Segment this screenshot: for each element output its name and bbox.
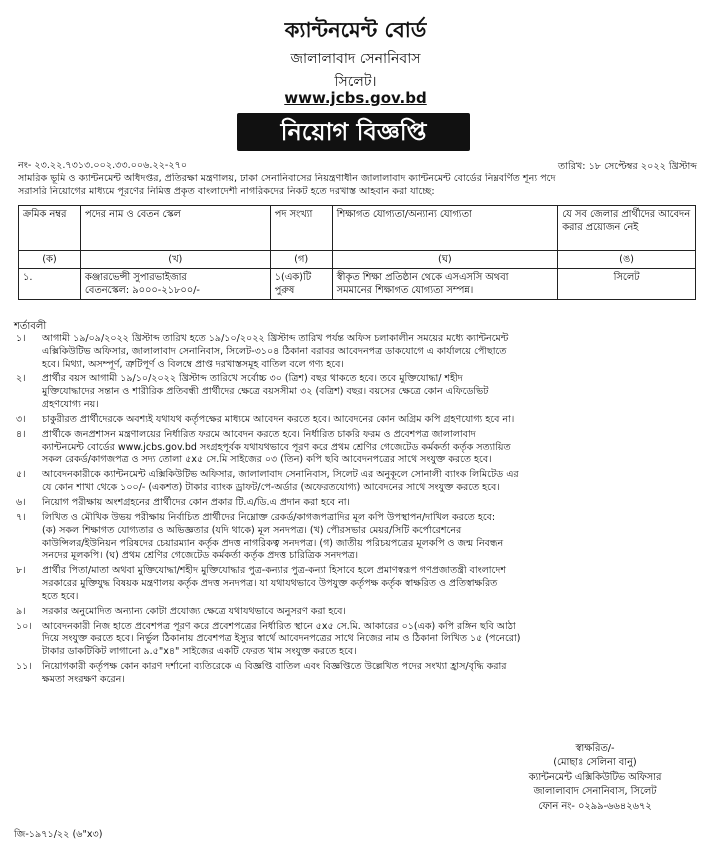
intro-text-line-2: সরাসরি নিয়োগের মাধ্যমে পূরণের নিমিত্ত প্রকৃত বাংলাদেশী নাগরিকদের নিকট হতে দরখাস্ত আহবান করা যাচ্ছে:	[18, 186, 435, 197]
pay-scale: বেতনস্কেল: ৯০০০-২১৮০০/-	[84, 285, 200, 296]
condition-number: ৮।	[16, 565, 26, 577]
intro-text-line-1: সামরিক ভূমি ও ক্যান্টনমেন্ট অধিদপ্তর, প্রতিরক্ষা মন্ত্রণালয়, ঢাকা সেনানিবাসের নিয়ন্ত্রণাধীন জালালাবাদ ক্যান্টনমেন্ট বোর্ডের নিম্নবর্ণিত শূন্য পদে	[18, 173, 556, 184]
conditions-list	[14, 333, 698, 689]
list-item	[14, 606, 698, 619]
list-item	[14, 469, 698, 495]
condition-text: আবেদনকারী নিজ হাতে প্রবেশপত্র পূরণ করে প্রবেশপত্রের নির্ধারিত স্থানে ৫x৫ সে.মি. আকারের ০১(এক) কপি রঙ্গিন ছবি আঠা দিয়ে সংযুক্ত করতে হবে। নির্ভুল ঠিকানায় প্রবেশপত্র ইস্যুর স্বার্থে আবেদনপত্রের সাথে নিজের নাম ও ঠিকানা লিখিত ১৫ (পনেরো) টাকার ডাকটিকিট লাগানো ৯.৫"x৪" সাইজের একটি ফেরত খাম সংযুক্ত করতে হবে।	[42, 620, 521, 658]
table-row	[19, 269, 696, 300]
condition-text: লিখিত ও মৌখিক উভয় পরীক্ষায় নির্বাচিত প্রার্থীদের নিম্নোক্ত রেকর্ড/কাগজপত্রাদির মূল কপি উপস্থাপন/দাখিল করতে হবে: (ক) সকল শিক্ষাগত যোগ্যতার ও অভিজ্ঞতার (যদি থাকে) মূল সনদপত্র। (খ) পৌরসভার মেয়র/সিটি কর্পোরেশনের কাউন্সিলর/ইউনিয়ন পরিষদের চেয়ারম্যান কর্তৃক প্রদত্ত নাগরিকত্ব সনদপত্র। (গ) জাতীয় পরিচয়পত্রের মূলকপি ও জন্ম নিবন্ধন সনদের মূলকপি। (ঘ) প্রথম শ্রেণির গেজেটেড কর্মকর্তা কর্তৃক প্রদত্ত চারিত্রিক সনদপত্র।	[42, 511, 504, 562]
conditions-heading: শর্তাবলী	[14, 321, 47, 332]
memo-number: নং- ২৩.২২.৭৩১৩.০০২.৩৩.০০৬.২২-২৭০	[18, 160, 188, 171]
gazette-reference: জি-১৯৭১/২২ (৬"x৩)	[14, 829, 103, 840]
condition-number: ৫।	[16, 469, 26, 481]
qualification-line-2: সমমানের শিক্ষাগত যোগ্যতা সম্পন্ন।	[336, 285, 474, 296]
vacancy-table	[18, 205, 696, 300]
post-name: কঞ্জারভেন্সী সুপারভাইজার	[84, 272, 187, 283]
table-header-row	[19, 206, 696, 251]
list-item	[14, 333, 698, 371]
condition-number: ৭।	[16, 511, 26, 523]
condition-number: ৪।	[16, 428, 26, 440]
header-serial: ক্রমিক নম্বর	[19, 206, 81, 251]
list-item	[14, 429, 698, 467]
condition-text: প্রার্থীর পিতা/মাতা অথবা মুক্তিযোদ্ধা/শহীদ মুক্তিযোদ্ধার পুত্র-কন্যার পুত্র-কন্যা হিসাবে হলে প্রমাণস্বরূপ গণপ্রজাতন্ত্রী বাংলাদেশ সরকারের মুক্তিযুদ্ধ বিষয়ক মন্ত্রণালয় কর্তৃক প্রদত্ত সনদপত্র। যা যথাযথভাবে উপযুক্ত কর্তৃপক্ষ কর্তৃক স্বাক্ষরিত ও প্রতিস্বাক্ষরিত হতে হবে।	[42, 565, 506, 602]
qualification-line-1: স্বীকৃত শিক্ষা প্রতিষ্ঠান থেকে এসএসসি অথবা	[336, 272, 509, 283]
condition-number: ২।	[16, 373, 26, 385]
post-gender: পুরুষ	[274, 285, 295, 296]
marker-uma: (ঙ)	[558, 251, 696, 269]
board-location: জালালাবাদ সেনানিবাস	[290, 51, 421, 67]
signed-label: স্বাক্ষরিত/-	[575, 743, 615, 754]
signatory-office: জালালাবাদ সেনানিবাস, সিলেট	[533, 786, 657, 797]
row-count	[270, 269, 332, 300]
condition-text: আবেদনকারীকে ক্যান্টনমেন্ট এক্সিকিউটিভ অফিসার, জালালাবাদ সেনানিবাস, সিলেট এর অনুকূলে সোনালী ব্যাংক লিমিটেড এর যে কোন শাখা থেকে ১০০/- (একশত) টাকার ব্যাংক ড্রাফট/পে-অর্ডার (অফেরতযোগ্য) আবেদনের সাথে সংযুক্ত করতে হবে।	[42, 469, 519, 494]
signatory-name: (মোছাঃ সেলিনা বানু)	[553, 757, 637, 768]
header-post-count: পদ সংখ্যা	[270, 206, 332, 251]
marker-ka: (ক)	[19, 251, 81, 269]
signatory-phone: ফোন নং- ০২৯৯-৬৬৪২৬৭২	[538, 801, 652, 812]
post-count: ১(এক)টি	[274, 272, 312, 283]
list-item	[14, 661, 698, 687]
list-item	[14, 621, 698, 659]
signatory-designation: ক্যান্টনমেন্ট এক্সিকিউটিভ অফিসার	[528, 772, 662, 783]
condition-text: নিয়োগ পরীক্ষায় অংশগ্রহনের প্রার্থীদের কোন প্রকার টি.এ/ডি.এ প্রদান করা হবে না।	[42, 497, 350, 509]
marker-gha: (ঘ)	[332, 251, 558, 269]
row-qualification	[332, 269, 558, 300]
list-item	[14, 414, 698, 427]
condition-number: ৬।	[16, 497, 26, 509]
list-item	[14, 565, 698, 603]
marker-ga: (গ)	[270, 251, 332, 269]
condition-number: ১০।	[16, 620, 32, 632]
row-post	[80, 269, 270, 300]
list-item	[14, 373, 698, 411]
row-serial: ১.	[19, 269, 81, 300]
website-link[interactable]: www.jcbs.gov.bd	[284, 89, 427, 107]
header-post-name: পদের নাম ও বেতন স্কেল	[80, 206, 270, 251]
header-qualification: শিক্ষাগত যোগ্যতা/অন্যান্য যোগ্যতা	[332, 206, 558, 251]
table-marker-row	[19, 251, 696, 269]
list-item	[14, 512, 698, 563]
marker-kha: (খ)	[80, 251, 270, 269]
condition-number: ৩।	[16, 413, 26, 425]
condition-number: ৯।	[16, 605, 26, 617]
row-district: সিলেট	[558, 269, 696, 300]
notice-banner: নিয়োগ বিজ্ঞপ্তি	[237, 113, 470, 151]
condition-text: প্রার্থীর বয়স আগামী ১৯/১০/২০২২ খ্রিস্টাব্দ তারিখে সর্বোচ্চ ৩০ (ত্রিশ) বছর থাকতে হবে। তবে মুক্তিযোদ্ধা/ শহীদ মুক্তিযোদ্ধাদের সন্তান ও শারীরিক প্রতিবন্ধী প্রার্থীদের ক্ষেত্রে বয়সসীমা ৩২ (বত্রিশ) বছর। বয়সের ক্ষেত্রে কোন এফিডেভিট গ্রহণযোগ্য নয়।	[42, 373, 489, 411]
list-item	[14, 497, 698, 510]
condition-text: নিয়োগকারী কর্তৃপক্ষ কোন কারণ দর্শানো ব্যতিরেকে এ বিজ্ঞপ্তি বাতিল এবং বিজ্ঞপ্তিতে উল্লেখিত পদের সংখ্যা হ্রাস/বৃদ্ধি করার ক্ষমতা সংরক্ষণ করেন।	[42, 661, 507, 685]
condition-text: চাকুরীরত প্রার্থীদেরকে অবশ্যই যথাযথ কর্তৃপক্ষের মাধ্যমে আবেদন করতে হবে। আবেদনের কোন অগ্রিম কপি গ্রহণযোগ্য হবে না।	[42, 413, 515, 425]
board-title: ক্যান্টনমেন্ট বোর্ড	[284, 18, 427, 42]
board-city: সিলেট।	[334, 74, 377, 90]
condition-text: সরকার অনুমোদিত অন্যান্য কোটা প্রযোজ্য ক্ষেত্রে যথাযথভাবে অনুসরণ করা হবে।	[42, 605, 346, 617]
header-excluded-districts: যে সব জেলার প্রার্থীদের আবেদন করার প্রয়োজন নেই	[558, 206, 696, 251]
condition-text: আগামী ১৯/০৯/২০২২ খ্রিস্টাব্দ তারিখ হতে ১৯/১০/২০২২ খ্রিস্টাব্দ তারিখ পর্যন্ত অফিস চলাকালীন সময়ের মধ্যে ক্যান্টনমেন্ট এক্সিকিউটিভ অফিসার, জালালাবাদ সেনানিবাস, সিলেট-৩১০৪ ঠিকানা বরাবর আবেদনপত্র ডাকযোগে এ কার্যালয়ে পৌছাতে হবে। মিথ্যা, অসম্পূর্ণ, ত্রুটিপূর্ণ ও বিলম্বে প্রাপ্ত দরখাস্তসমূহ বাতিল বলে গণ্য হবে।	[42, 333, 509, 370]
condition-number: ১১।	[16, 661, 32, 673]
condition-text: প্রার্থীকে জনপ্রশাসন মন্ত্রণালয়ের নির্ধারিত ফরমে আবেদন করতে হবে। নির্ধারিত চাকরি ফরম ও প্রবেশপত্র জালালাবাদ ক্যান্টনমেন্ট বোর্ডের www.jcbs.gov.bd সংগ্রহপূর্বক যথাযথভাবে পূরণ করে প্রথম শ্রেণির গেজেটেড কর্মকর্তা কর্তৃক সত্যায়িত সকল রেকর্ড/কাগজপত্র ও সদ্য তোলা ৫x৫ সে.মি সাইজের ০৩ (তিন) কপি ছবি আবেদনপত্রের সাথে সংযুক্ত করতে হবে।	[42, 428, 511, 466]
condition-number: ১।	[16, 333, 26, 344]
notice-date: তারিখ: ১৮ সেপ্টেম্বর ২০২২ খ্রিস্টাব্দ	[557, 161, 697, 172]
